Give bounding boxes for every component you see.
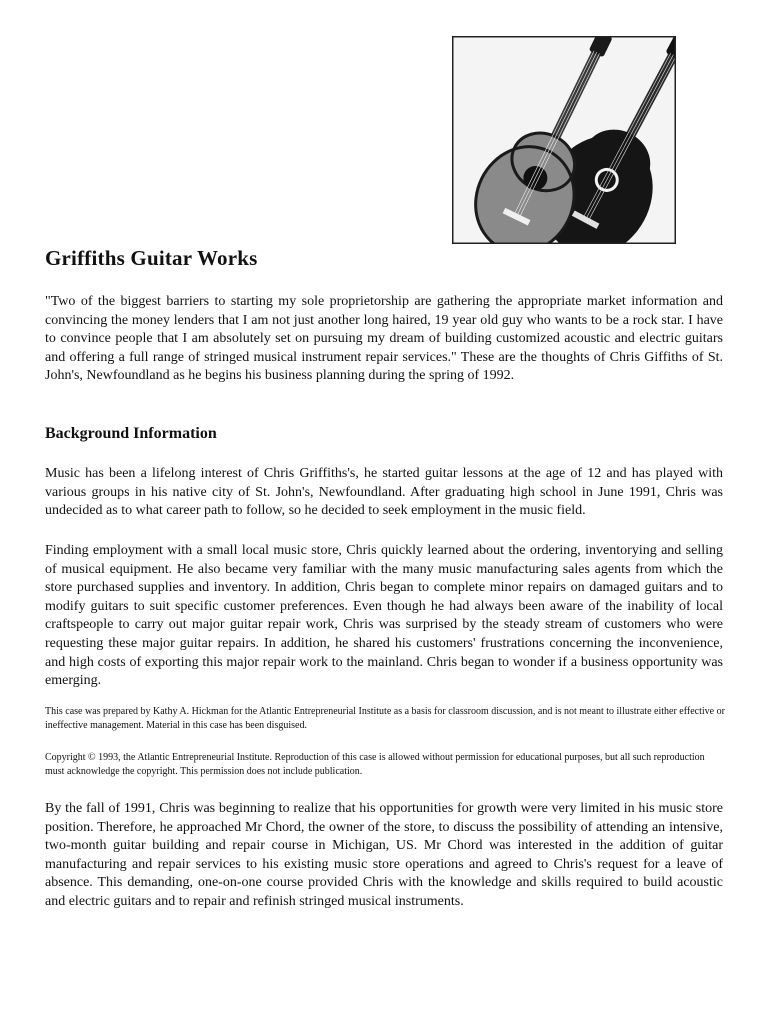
copyright-note: Copyright © 1993, the Atlantic Entrepreneurial Institute. Reproduction of this case is allowed without permission for educational purposes, but all such reproduction must acknowledge the copyright. This permission does not include publication. [45, 752, 705, 777]
background-paragraph-3: By the fall of 1991, Chris was beginning to realize that his opportunities for growth were very limited in his music store position. Therefore, he approached Mr Chord, the owner of the store, to discuss the possibility of attending an intensive, two-month guitar building and repair course in Michigan, US. Mr Chord was interested in the addition of guitar manufacturing and repair services to his existing music store operations and agreed to Chris's request for a leave of absence. This demanding, one-on-one course provided Chris with the knowledge and skills required to build acoustic and electric guitars and to repair and refinish stringed musical instruments. [45, 801, 723, 909]
section-heading: Background Information [45, 425, 217, 442]
intro-paragraph: "Two of the biggest barriers to starting my sole proprietorship are gathering the appropriate market information and convincing the money lenders that I am not just another long haired, 19 year old guy who wants to be a rock star. I have to convince people that I am absolutely set on pursuing my dream of building customized acoustic and electric guitars and offering a full range of stringed musical instrument repair services." These are the thoughts of Chris Giffiths of St. John's, Newfoundland as he begins his business planning during the spring of 1992. [45, 294, 723, 384]
case-preparation-note: This case was prepared by Kathy A. Hickman for the Atlantic Entrepreneurial Institute as a basis for classroom discussion, and is not meant to illustrate either effective or ineffective management. Material in this case has been disguised. [45, 706, 725, 731]
background-paragraph-1: Music has been a lifelong interest of Chris Griffiths's, he started guitar lessons at the age of 12 and has played with various groups in his native city of St. John's, Newfoundland. After graduating high school in June 1991, Chris was undecided as to what career path to follow, so he decided to seek employment in the music field. [45, 466, 723, 519]
background-paragraph-2: Finding employment with a small local music store, Chris quickly learned about the ordering, inventorying and selling of musical equipment. He also became very familiar with the many music manufacturing sales agents from which the store purchased supplies and inventory. In addition, Chris began to complete minor repairs on damaged guitars and to modify guitars to suit specific customer preferences. Even though he had always been aware of the inability of local craftspeople to carry out major guitar repair work, Chris was surprised by the steady stream of customers who were requesting these major guitar repairs. In addition, he shared his customers' frustrations concerning the inconvenience, and high costs of exporting this major repair work to the mainland. Chris began to wonder if a business opportunity was emerging. [45, 543, 723, 689]
guitars-photo-icon [452, 36, 676, 244]
document-title: Griffiths Guitar Works [45, 246, 258, 270]
